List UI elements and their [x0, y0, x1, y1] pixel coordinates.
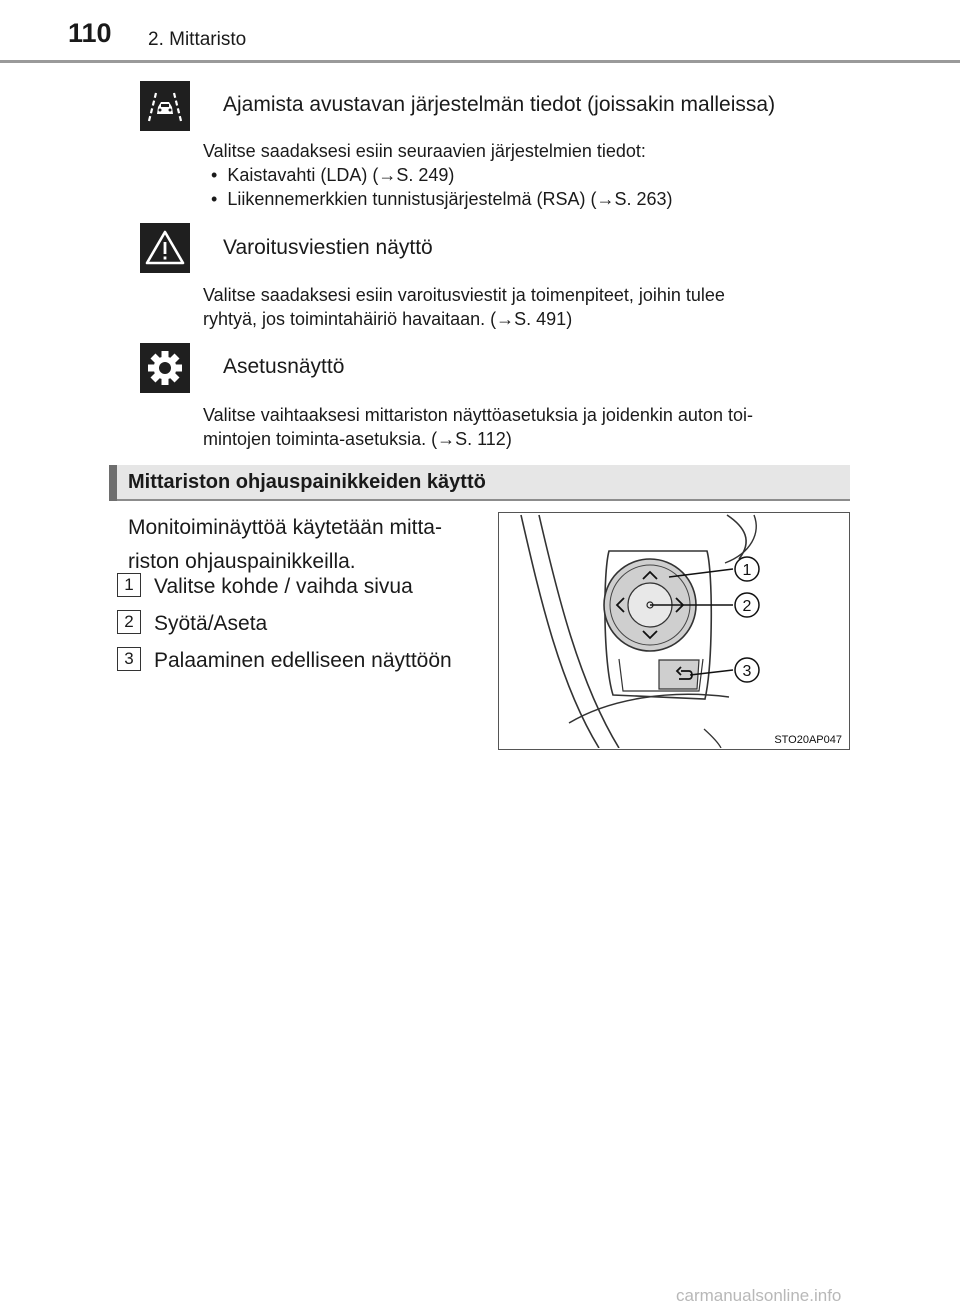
intro-line1: Monitoiminäyttöä käytetään mitta-: [128, 516, 442, 539]
section-heading-accent: [109, 465, 117, 501]
section-text-settings-line1: Valitse vaihtaaksesi mittariston näyttöasetuksia ja joidenkin auton toi-: [203, 405, 753, 425]
warning-triangle-icon: [140, 223, 190, 273]
step-number-3: 3: [117, 647, 141, 671]
section-title-driving-assist: Ajamista avustavan järjestelmän tiedot (joissakin malleissa): [223, 93, 776, 116]
chapter-title: 2. Mittaristo: [148, 29, 247, 50]
page-reference[interactable]: S. 263): [614, 189, 673, 209]
steering-controls-figure: [498, 512, 850, 750]
bullet: •: [211, 165, 218, 185]
intro-text: [128, 511, 476, 579]
lane-assist-icon: [140, 81, 190, 131]
page-number: 110: [68, 18, 112, 48]
step-number-1: 1: [117, 573, 141, 597]
section-text-driving-assist: Valitse saadaksesi esiin seuraavien järjestelmien tiedot:: [203, 141, 646, 161]
section-title-warnings: Varoitusviestien näyttö: [223, 236, 433, 259]
step-text-2: Syötä/Aseta: [154, 612, 268, 635]
steering-wheel-illustration: [499, 513, 848, 748]
step-text-3: Palaaminen edelliseen näyttöön: [154, 649, 452, 672]
page-reference[interactable]: S. 249): [396, 165, 455, 185]
callout-label-1: 1: [742, 562, 752, 579]
section-text-settings-line2: mintojen toiminta-asetuksia. (→S. 112): [203, 429, 512, 449]
arrow-icon: →: [496, 309, 515, 329]
step-text-1: Valitse kohde / vaihda sivua: [154, 575, 413, 598]
step-number-2: 2: [117, 610, 141, 634]
intro-line2: riston ohjauspainikkeilla.: [128, 550, 356, 573]
figure-code: STO20AP047: [774, 734, 842, 746]
section-title-settings: Asetusnäyttö: [223, 355, 345, 378]
bullet: •: [211, 189, 218, 209]
section-text-warnings-line2: ryhtyä, jos toimintahäiriö havaitaan. (→S. 491): [203, 309, 573, 329]
footer-watermark: carmanualsonline.info: [676, 1286, 842, 1305]
callout-label-2: 2: [742, 598, 752, 615]
header-rule: [0, 60, 960, 63]
arrow-icon: →: [596, 189, 615, 209]
section-heading-title: Mittariston ohjauspainikkeiden käyttö: [128, 471, 486, 493]
arrow-icon: →: [437, 429, 456, 449]
page-reference[interactable]: S. 112): [455, 429, 512, 449]
list-item: • Liikennemerkkien tunnistusjärjestelmä (RSA) (→S. 263): [211, 189, 673, 209]
section-text-warnings-line1: Valitse saadaksesi esiin varoitusviestit ja toimenpiteet, joihin tulee: [203, 285, 725, 305]
section-heading-bar: [109, 465, 850, 501]
list-item: • Kaistavahti (LDA) (→S. 249): [211, 165, 455, 185]
page-reference[interactable]: S. 491): [514, 309, 573, 329]
arrow-icon: →: [378, 165, 397, 185]
gear-icon: [140, 343, 190, 393]
callout-label-3: 3: [742, 663, 752, 680]
